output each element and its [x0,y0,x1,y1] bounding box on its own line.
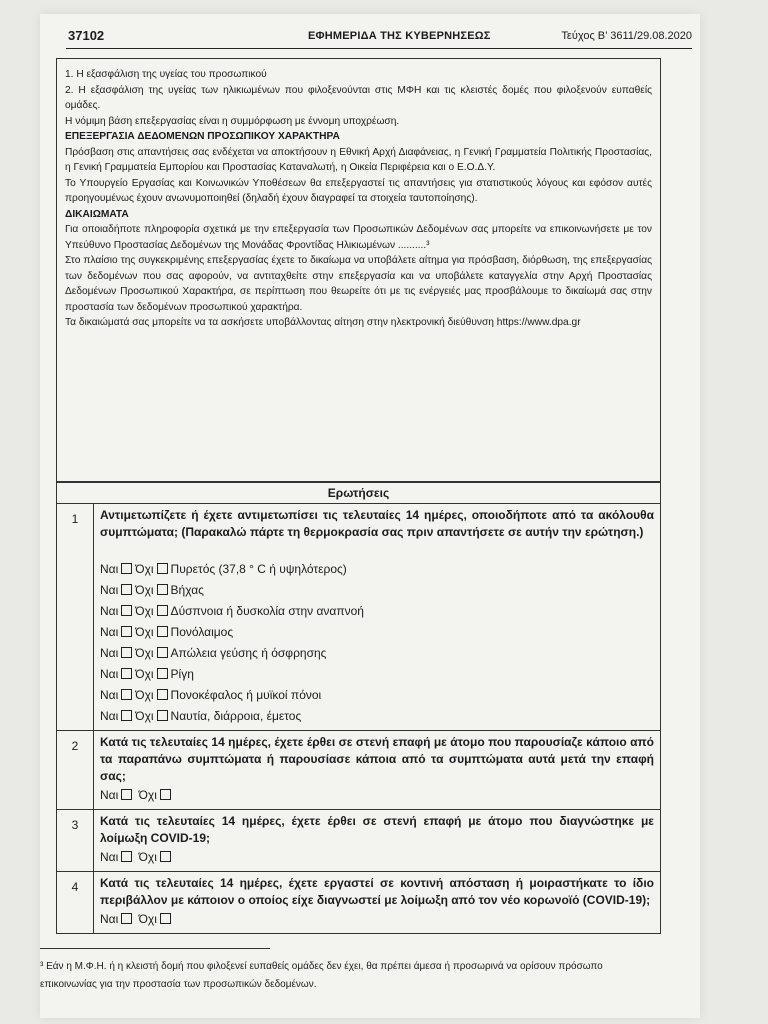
question-text: Κατά τις τελευταίες 14 ημέρες, έχετε έρθει σε στενή επαφή με άτομο που παρουσίαζε κάποιο από τα παραπάνω συμπτώματα ή παρουσίασε κάποια από τα συμπτώματα αυτά μετά την επαφή σας; [100,735,654,783]
symptom-label: Πονοκέφαλος ή μυϊκοί πόνοι [170,688,322,702]
question-text: Αντιμετωπίζετε ή έχετε αντιμετωπίσει τις τελευταίες 14 ημέρες, οποιοδήποτε από τα ακόλουθα συμπτώματα; (Παρακαλώ πάρτε τη θερμοκρασία σας πριν απαντήσετε σε αυτήν την ερώτηση.) [100,508,654,539]
question-number: 3 [57,810,94,872]
yes-no-answer [100,847,654,868]
symptom-label: Πυρετός (37,8 ° C ή υψηλότερος) [170,562,347,576]
purpose-2: 2. Η εξασφάλιση της υγείας των ηλικιωμένων που φιλοξενούνται στις ΜΦΗ και τις κλειστές δομές που φιλοξενούν ευπαθείς ομάδες. [65,84,652,111]
page-header [68,28,692,50]
yes-label: Ναι [100,912,119,926]
symptom-label: Ναυτία, διάρροια, έμετος [170,709,302,723]
yes-label: Ναι [100,850,119,864]
rights-heading: ΔΙΚΑΙΩΜΑΤΑ [65,208,129,220]
page-number: 37102 [68,28,105,43]
no-label: Όχι [135,667,154,681]
no-label: Όχι [138,912,157,926]
yes-checkbox[interactable] [121,647,132,658]
question-number: 4 [57,872,94,934]
processing-paragraph-1: Πρόσβαση στις απαντήσεις σας ενδέχεται να αποκτήσουν η Εθνική Αρχή Διαφάνειας, η Γενική Γραμματεία Πολιτικής Προστασίας, η Γενική Γραμματεία Εμπορίου και Προστασίας Καταναλωτή, η Οικεία Περιφέρεια και ο Ε.Ο.Δ.Υ. [65,146,652,173]
yes-label: Ναι [100,788,119,802]
questions-table [56,482,661,934]
symptom-item [100,601,654,622]
question-row-4 [57,872,661,934]
yes-label: Ναι [100,625,119,639]
yes-checkbox[interactable] [121,626,132,637]
purpose-1: 1. Η εξασφάλιση της υγείας του προσωπικού [65,69,267,80]
no-checkbox[interactable] [157,668,168,679]
symptom-label: Απώλεια γεύσης ή όσφρησης [170,646,327,660]
processing-paragraph-2: Το Υπουργείο Εργασίας και Κοινωνικών Υποθέσεων θα επεξεργαστεί τις απαντήσεις για στατιστικούς λόγους και εφόσον αυτές προηγουμένως έχουν ανωνυμοποιηθεί (δηλαδή έχουν διαγραφεί τα στοιχεία ταυτοποίησης). [65,177,652,204]
yes-checkbox[interactable] [121,913,132,924]
yes-label: Ναι [100,646,119,660]
legal-basis: Η νόμιμη βάση επεξεργασίας είναι η συμμόρφωση με έννομη υποχρέωση. [65,115,400,127]
question-row-1 [57,504,661,731]
symptom-label: Βήχας [170,583,204,597]
no-checkbox[interactable] [157,647,168,658]
symptom-label: Δύσπνοια ή δυσκολία στην αναπνοή [170,604,364,618]
no-label: Όχι [138,788,157,802]
no-checkbox[interactable] [157,710,168,721]
question-row-2 [57,731,661,810]
yes-no-answer [100,909,654,930]
no-label: Όχι [135,562,154,576]
symptom-item [100,643,654,664]
yes-checkbox[interactable] [121,851,132,862]
symptom-label: Πονόλαιμος [170,625,234,639]
question-text: Κατά τις τελευταίες 14 ημέρες, έχετε εργαστεί σε κοντινή απόσταση ή μοιραστήκατε το ίδιο περιβάλλον με κάποιον ο οποίος είχε διαγνωστεί με λοίμωξη από τον νέο κορωνοϊό (COVID-19); [100,876,654,907]
question-number: 1 [57,504,94,731]
footnote: ³ Εάν η Μ.Φ.Η. ή η κλειστή δομή που φιλοξενεί ευπαθείς ομάδες δεν έχει, θα πρέπει άμεσα ή προσωρινά να ορίσουν πρόσωπο επικοινωνίας για την προστασία των προσωπικών δεδομένων. [40,961,603,990]
no-label: Όχι [135,688,154,702]
no-label: Όχι [135,646,154,660]
no-checkbox[interactable] [157,689,168,700]
no-checkbox[interactable] [157,584,168,595]
no-label: Όχι [135,604,154,618]
no-checkbox[interactable] [160,851,171,862]
no-checkbox[interactable] [157,626,168,637]
yes-checkbox[interactable] [121,563,132,574]
gazette-title: ΕΦΗΜΕΡΙΔΑ ΤΗΣ ΚΥΒΕΡΝΗΣΕΩΣ [308,30,491,42]
symptom-item [100,559,654,580]
yes-checkbox[interactable] [121,789,132,800]
no-label: Όχι [135,625,154,639]
symptom-label: Ρίγη [170,667,194,681]
question-row-3 [57,810,661,872]
symptom-item [100,622,654,643]
yes-checkbox[interactable] [121,710,132,721]
yes-no-answer [100,785,654,806]
yes-label: Ναι [100,562,119,576]
issue-reference: Τεύχος Β’ 3611/29.08.2020 [561,30,692,42]
yes-label: Ναι [100,604,119,618]
symptom-list [100,559,654,727]
rights-paragraph-1: Για οποιαδήποτε πληροφορία σχετικά με την επεξεργασία των Προσωπικών Δεδομένων σας μπορείτε να επικοινωνήσετε με τον Υπεύθυνο Προστασίας Δεδομένων της Μονάδας Φροντίδας Ηλικιωμένων ..........³ [65,224,652,251]
no-label: Όχι [135,583,154,597]
header-rule [66,48,692,49]
symptom-item [100,706,654,727]
no-checkbox[interactable] [157,563,168,574]
yes-checkbox[interactable] [121,584,132,595]
footnote-rule [40,948,270,949]
no-checkbox[interactable] [160,913,171,924]
symptom-item [100,580,654,601]
no-checkbox[interactable] [160,789,171,800]
yes-label: Ναι [100,583,119,597]
yes-checkbox[interactable] [121,689,132,700]
no-label: Όχι [138,850,157,864]
privacy-notice-box [56,58,661,482]
symptom-item [100,685,654,706]
processing-heading: ΕΠΕΞΕΡΓΑΣΙΑ ΔΕΔΟΜΕΝΩΝ ΠΡΟΣΩΠΙΚΟΥ ΧΑΡΑΚΤΗΡΑ [65,131,340,142]
rights-paragraph-3: Τα δικαιώματά σας μπορείτε να τα ασκήσετε υποβάλλοντας αίτηση στην ηλεκτρονική διεύθυνση https://www.dpa.gr [65,317,581,328]
no-label: Όχι [135,709,154,723]
yes-label: Ναι [100,688,119,702]
questions-header: Ερωτήσεις [57,483,661,504]
yes-checkbox[interactable] [121,605,132,616]
question-number: 2 [57,731,94,810]
no-checkbox[interactable] [157,605,168,616]
rights-paragraph-2: Στο πλαίσιο της συγκεκριμένης επεξεργασίας έχετε το δικαίωμα να υποβάλετε αίτημα για πρόσβαση, διόρθωση, της επεξεργασίας των δεδομένων που σας αφορούν, να αντιταχθείτε στην επεξεργασία και να υποβάλετε καταγγελία στην Αρχή Προστασίας Δεδομένων Προσωπικού Χαρακτήρα, σε περίπτωση που θεωρείτε ότι με τις ενέργειές μας προσβάλουμε το δικαίωμά σας στην προστασία των δεδομένων προσωπικού χαρακτήρα. [65,255,652,313]
yes-checkbox[interactable] [121,668,132,679]
yes-label: Ναι [100,667,119,681]
yes-label: Ναι [100,709,119,723]
question-text: Κατά τις τελευταίες 14 ημέρες, έχετε έρθει σε στενή επαφή με άτομο που διαγνώστηκε με λοίμωξη COVID-19; [100,814,654,845]
symptom-item [100,664,654,685]
